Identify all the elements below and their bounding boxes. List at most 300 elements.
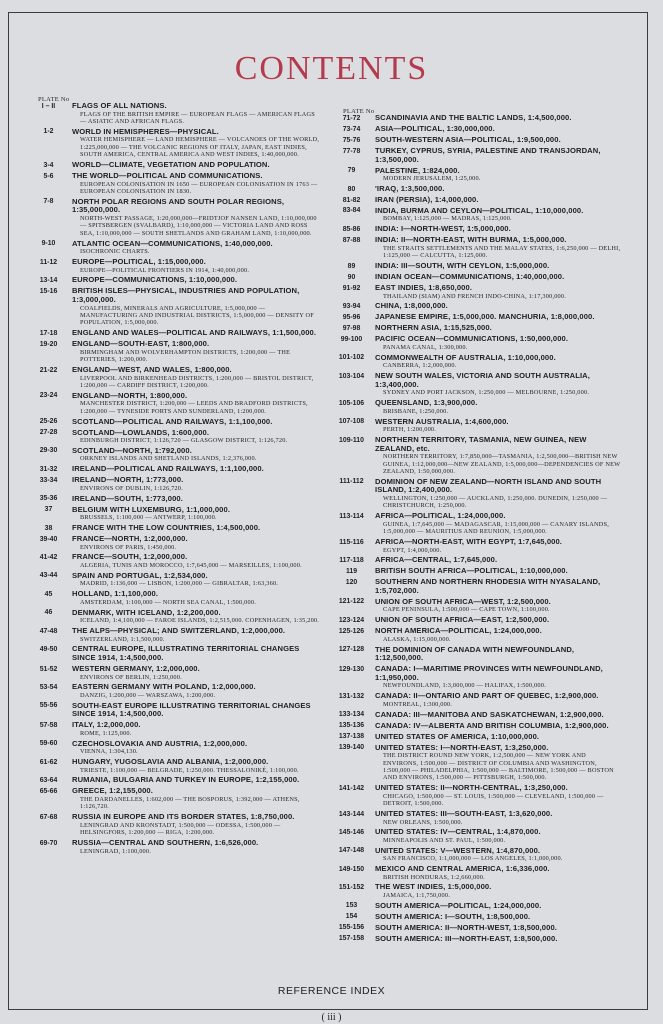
plate-number: 131-132 [338,692,365,700]
map-title: INDIA: III—SOUTH, WITH CEYLON, 1:5,000,000. [375,261,550,271]
contents-entry [333,924,621,933]
map-title: ITALY, 1:2,000,000. [72,720,141,730]
map-title: HUNGARY, YUGOSLAVIA AND ALBANIA, 1:2,000,000. [72,757,269,767]
map-title: SOUTH AMERICA: I—SOUTH, 1:8,500,000. [375,911,531,921]
contents-entry [30,645,320,662]
contents-entry [333,665,621,690]
plate-number: 77-78 [342,147,361,155]
contents-entry [30,572,320,588]
map-title: WESTERN GERMANY, 1:2,000,000. [72,663,200,673]
map-title: EUROPE—COMMUNICATIONS, 1:10,000,000. [72,275,238,285]
plate-number: 41-42 [39,554,58,561]
contents-entry [333,810,621,826]
map-title: UNITED STATES: I—NORTH-EAST, 1:3,250,000. [375,742,549,752]
map-title: SPAIN AND PORTUGAL, 1:2,534,000. [72,570,208,580]
map-title: NORTH POLAR REGIONS AND SOUTH POLAR REGIONS, 1:35,000,000. [72,196,285,215]
inset-maps-list: THE STRAITS SETTLEMENTS AND THE MALAY STATES, 1:6,250,000 — DELHI, 1:125,000 — CALCUTTA, 1:125,000. [383,244,621,260]
map-title: THE WORLD—POLITICAL AND COMMUNICATIONS. [72,170,263,180]
inset-maps-list: GUINEA, 1:7,645,000 — MADAGASCAR, 1:15,000,000 — CANARY ISLANDS, 1:5,000,000 — MAURITIUS AND REUNION, 1:5,000,000. [383,520,609,536]
map-title: EUROPE—POLITICAL, 1:15,000,000. [72,256,206,266]
map-title: 'IRAQ, 1:3,500,000. [375,183,445,193]
map-title: THE WEST INDIES, 1:5,000,000. [375,882,492,892]
contents-entry [333,883,621,899]
map-title: SOUTH AMERICA—POLITICAL, 1:24,000,000. [375,900,542,910]
map-title: INDIA: I—NORTH-WEST, 1:5,000,000. [375,224,511,234]
plate-number: 157-158 [338,935,365,943]
plate-number-label-left: PLATE No [38,96,70,103]
contents-entry [333,136,621,145]
contents-entry [333,913,621,922]
map-title: CZECHOSLOVAKIA AND AUSTRIA, 1:2,000,000. [72,738,248,748]
plate-number: 31-32 [39,465,58,473]
contents-entry [30,758,320,774]
contents-entry [333,744,621,782]
contents-entry [333,273,621,282]
inset-maps-list: MODERN JERUSALEM, 1:25,000. [383,175,481,183]
inset-maps-list: SYDNEY AND PORT JACKSON, 1:250,000 — MELBOURNE, 1:250,000. [383,389,590,397]
map-title: NORTHERN TERRITORY, TASMANIA, NEW GUINEA, NEW ZEALAND, etc. [375,434,587,453]
contents-entry [30,813,320,836]
map-title: TURKEY, CYPRUS, SYRIA, PALESTINE AND TRANSJORDAN, 1:3,500,000. [375,145,601,164]
contents-entry [30,418,320,427]
map-title: FRANCE WITH THE LOW COUNTRIES, 1:4,500,000. [72,523,261,533]
map-title: WESTERN AUSTRALIA, 1:4,600,000. [375,416,509,426]
inset-maps-list: ENVIRONS OF BERLIN, 1:250,000. [80,673,182,681]
inset-maps-list: ORKNEY ISLANDS AND SHETLAND ISLANDS, 1:2,376,000. [80,455,257,463]
inset-maps-list: VIENNA, 1:304,130. [80,748,138,756]
plate-number: 33-34 [39,476,58,484]
plate-number: 99-100 [340,335,363,343]
plate-number: 135-136 [338,722,365,730]
inset-maps-list: BRISBANE, 1:250,000. [383,407,449,415]
plate-number: 1-2 [43,128,54,136]
contents-entry [333,313,621,322]
contents-entry [333,196,621,205]
contents-entry [333,302,621,311]
map-title: UNION OF SOUTH AFRICA—WEST, 1:2,500,000. [375,596,551,606]
map-title: ENGLAND—NORTH, 1:800,000. [72,390,188,400]
map-title: THE ALPS—PHYSICAL; AND SWITZERLAND, 1:2,000,000. [72,625,286,635]
page-title: CONTENTS [234,50,429,87]
map-title: ENGLAND—SOUTH-EAST, 1:800,000. [72,339,210,349]
contents-entry [30,161,320,170]
inset-maps-list: MADRID, 1:136,000 — LISBON, 1:200,000 — GIBRALTAR, 1:63,360. [80,580,279,588]
plate-number: 13-14 [39,276,58,284]
inset-maps-list: NEW ORLEANS, 1:500,000. [383,818,463,826]
inset-maps-list: EDINBURGH DISTRICT, 1:126,720 — GLASGOW DISTRICT, 1:126,720. [80,437,288,445]
contents-entry [333,598,621,614]
plate-number: 23-24 [39,392,58,400]
inset-maps-list: THAILAND (SIAM) AND FRENCH INDO-CHINA, 1:17,300,000. [383,292,567,300]
plate-number: 49-50 [39,645,58,653]
map-title: IRELAND—SOUTH, 1:773,000. [72,493,183,503]
contents-entry [333,418,621,434]
plate-number: 129-130 [338,665,365,673]
plate-number: 21-22 [39,366,58,374]
plate-number: 139-140 [338,744,365,752]
contents-entry [333,225,621,234]
map-title: SCOTLAND—POLITICAL AND RAILWAYS, 1:1,100,000. [72,416,273,426]
plate-number: 19-20 [39,340,58,348]
map-title: PACIFIC OCEAN—COMMUNICATIONS, 1:50,000,000. [375,334,569,344]
contents-entry [30,495,320,504]
inset-maps-list: CANBERRA, 1:2,000,000. [383,362,457,370]
inset-maps-list: FLAGS OF THE BRITISH EMPIRE — EUROPEAN FLAGS — AMERICAN FLAGS — ASIATIC AND AFRICAN FLAGS. [80,110,315,125]
contents-entry [30,429,320,445]
contents-entry [30,683,320,699]
plate-number: 154 [345,913,358,921]
plate-number: 38 [44,524,53,532]
contents-entry [333,567,621,576]
plate-number: 63-64 [39,777,58,785]
inset-maps-list: EUROPE—POLITICAL FRONTIERS IN 1914, 1:40,000,000. [80,266,250,274]
plate-number: 17-18 [39,329,58,337]
contents-entry [333,207,621,223]
map-title: SCANDINAVIA AND THE BALTIC LANDS, 1:4,500,000. [375,113,572,122]
plate-number: 73-74 [342,125,361,133]
plate-number: 29-30 [39,447,58,455]
contents-entry [30,258,320,274]
contents-entry [333,733,621,742]
map-title: SOUTH-EAST EUROPE ILLUSTRATING TERRITORIAL CHANGES SINCE 1914, 1:4,500,000. [72,700,311,719]
plate-number: 25-26 [39,418,58,426]
plate-number: 47-48 [39,627,58,635]
contents-entry [333,354,621,370]
map-title: RUSSIA IN EUROPE AND ITS BORDER STATES, 1:8,750,000. [72,812,295,822]
inset-maps-list: SWITZERLAND, 1:1,500,000. [80,635,165,643]
contents-entry [30,476,320,492]
map-title: UNITED STATES: II—NORTH-CENTRAL, 1:3,250,000. [375,783,568,793]
map-title: ASIA—POLITICAL, 1:30,000,000. [375,123,495,133]
map-title: CANADA: III—MANITOBA AND SASKATCHEWAN, 1:2,900,000. [375,709,604,719]
contents-entry [30,465,320,474]
plate-number: 151-152 [338,884,365,892]
plate-number: 37 [44,506,53,514]
map-title: IRELAND—POLITICAL AND RAILWAYS, 1:1,100,000. [72,464,264,474]
contents-entry [333,865,621,881]
reference-index-heading: REFERENCE INDEX [277,985,386,997]
contents-entry [30,524,320,533]
map-title: DENMARK, WITH ICELAND, 1:2,200,000. [72,607,221,617]
map-title: AFRICA—CENTRAL, 1:7,645,000. [375,555,498,565]
map-title: NEW SOUTH WALES, VICTORIA AND SOUTH AUSTRALIA, 1:3,400,000. [375,371,590,389]
contents-entry [333,692,621,708]
plate-number: 69-70 [39,839,58,847]
inset-maps-list: CAPE PENINSULA, 1:500,000 — CAPE TOWN, 1:100,000. [383,606,550,614]
contents-entry [30,340,320,363]
inset-maps-list: ALGERIA, TUNIS AND MOROCCO, 1:7,645,000 — MARSEILLES, 1:100,000. [80,562,302,569]
map-title: MEXICO AND CENTRAL AMERICA, 1:6,336,000. [375,864,550,874]
map-title: AFRICA—POLITICAL, 1:24,000,000. [375,511,506,521]
plate-number: 149-150 [338,865,365,873]
inset-maps-list: THE DISTRICT ROUND NEW YORK, 1:2,500,000 — NEW YORK AND ENVIRONS, 1:500,000 — DISTRICT OF COLUMBIA AND WASHINGTON, 1:500,000 — PHILADELPHIA, 1:500,000 — BALTIMORE, 1:500,000 — BOSTON AND ENVIRONS, 1:500,000 — PITTSBURGH, 1:500,000. [383,752,614,782]
plate-number: 27-28 [39,429,58,437]
inset-maps-list: BIRMINGHAM AND WOLVERHAMPTON DISTRICTS, 1:200,000 — THE POTTERIES, 1:200,000. [80,348,291,364]
plate-number: 119 [345,567,358,575]
plate-number: 55-56 [39,702,58,710]
map-title: JAPANESE EMPIRE, 1:5,000,000. MANCHURIA, 1:8,000,000. [375,312,595,322]
map-title: AFRICA—NORTH-EAST, WITH EGYPT, 1:7,645,000. [375,536,563,546]
contents-entry [333,324,621,333]
plate-number: 121-122 [338,598,365,606]
contents-entry [30,102,320,125]
map-title: SOUTHERN AND NORTHERN RHODESIA WITH NYASALAND, 1:5,702,000. [375,577,601,595]
map-title: BELGIUM WITH LUXEMBURG, 1:1,000,000. [72,504,231,514]
contents-entry [333,478,621,510]
map-title: RUMANIA, BULGARIA AND TURKEY IN EUROPE, 1:2,155,000. [72,775,300,785]
plate-number: 91-92 [342,284,361,292]
contents-entry [333,646,621,663]
contents-entry [333,512,621,535]
plate-number: 109-110 [339,436,364,444]
plate-number: 115-116 [339,538,364,546]
contents-entry [333,147,621,164]
map-title: BRITISH ISLES—PHYSICAL, INDUSTRIES AND POPULATION, 1:3,000,000. [72,286,300,304]
page-number: ( iii ) [321,1012,342,1023]
contents-left-column [30,102,320,857]
contents-entry [333,578,621,595]
contents-entry [333,627,621,643]
plate-number: 67-68 [39,813,58,821]
contents-entry [30,128,320,159]
inset-maps-list: PANAMA CANAL, 1:300,000. [383,343,468,351]
inset-maps-list: EUROPEAN COLONISATION IN 1650 — EUROPEAN COLONISATION IN 1763 — EUROPEAN COLONISATION IN 1830. [80,180,318,195]
plate-number: 35-36 [39,495,58,503]
plate-number: 143-144 [338,810,365,818]
contents-entry [333,372,621,397]
inset-maps-list: WATER HEMISPHERE — LAND HEMISPHERE — VOLCANOES OF THE WORLD, 1:225,000,000 — THE VOLCANIC REGIONS OF ITALY, JAPAN, EAST INDIES, SOUTH AMERICA, CENTRAL AMERICA AND WEST INDIES, 1:40,000,000. [80,136,320,159]
contents-entry [333,556,621,565]
contents-entry [30,276,320,285]
contents-entry [30,287,320,326]
map-title: SCOTLAND—LOWLANDS, 1:600,000. [72,427,210,437]
inset-maps-list: EGYPT, 1:4,000,000. [383,546,442,554]
map-title: INDIAN OCEAN—COMMUNICATIONS, 1:40,000,000. [375,272,565,282]
map-title: ATLANTIC OCEAN—COMMUNICATIONS, 1:40,000,000. [72,238,273,248]
inset-maps-list: PERTH, 1:200,000. [383,426,437,434]
map-title: UNITED STATES: III—SOUTH-EAST, 1:3,620,000. [375,808,553,818]
plate-number: 87-88 [342,236,361,244]
plate-number: 123-124 [338,616,365,624]
inset-maps-list: ICELAND, 1:4,100,000 — FAROE ISLANDS, 1:2,515,000. COPENHAGEN, 1:35,200. [80,617,320,625]
plate-number: 107-108 [338,418,365,426]
contents-entry [333,616,621,625]
map-title: RUSSIA—CENTRAL AND SOUTHERN, 1:6,526,000. [72,838,259,848]
map-title: FLAGS OF ALL NATIONS. [72,101,167,110]
plate-number: 90 [347,273,356,281]
map-title: SCOTLAND—NORTH, 1:792,000. [72,445,192,455]
contents-entry [333,167,621,183]
contents-entry [30,329,320,338]
contents-right-column [333,114,621,946]
plate-number: 127-128 [338,646,365,654]
map-title: UNITED STATES OF AMERICA, 1:10,000,000. [375,731,540,741]
inset-maps-list: ALASKA, 1:15,000,000. [383,635,451,643]
plate-number: 59-60 [39,740,58,748]
contents-entry [30,665,320,681]
contents-entry [333,722,621,731]
plate-number: 97-98 [342,324,361,332]
map-title: QUEENSLAND, 1:3,900,000. [375,398,478,408]
contents-entry [333,711,621,720]
contents-entry [30,609,320,625]
contents-entry [30,198,320,237]
plate-number: 133-134 [338,711,365,719]
plate-number: 65-66 [39,788,58,796]
plate-number: 71-72 [342,114,361,122]
map-title: FRANCE—NORTH, 1:2,000,000. [72,534,188,544]
map-title: UNITED STATES: V—WESTERN, 1:4,870,000. [375,845,541,855]
contents-entry [30,702,320,719]
plate-number: 75-76 [342,136,361,144]
map-title: EASTERN GERMANY WITH POLAND, 1:2,000,000. [72,682,256,692]
plate-number: 9-10 [41,240,56,248]
plate-number: 79 [347,167,356,175]
map-title: THE DOMINION OF CANADA WITH NEWFOUNDLAND, 1:12,500,000. [375,644,575,663]
plate-number: 83-84 [342,207,361,215]
inset-maps-list: WELLINGTON, 1:250,000 — AUCKLAND, 1:250,000. DUNEDIN, 1:250,000 — CHRISTCHURCH, 1:250,000. [383,494,608,510]
contents-entry [333,902,621,911]
inset-maps-list: BRITISH HONDURAS, 1:2,660,000. [383,873,485,881]
inset-maps-list: ENVIRONS OF DUBLIN, 1:126,720. [80,484,183,492]
inset-maps-list: NORTHERN TERRITORY, 1:7,850,000—TASMANIA, 1:2,500,000—BRITISH NEW GUINEA, 1:12,000,000—NEW ZEALAND, 1:5,000,000—DEPENDENCIES OF NEW ZEALAND, 1:50,000,000. [383,453,621,475]
contents-entry [30,787,320,810]
map-title: INDIA: II—NORTH-EAST, WITH BURMA, 1:5,000,000. [375,235,567,245]
inset-maps-list: LIVERPOOL AND BIRKENHEAD DISTRICTS, 1:200,000 — BRISTOL DISTRICT, 1:200,000 — CARDIFF DISTRICT, 1:200,000. [80,374,314,389]
map-title: EAST INDIES, 1:8,650,000. [375,283,473,293]
inset-maps-list: JAMAICA, 1:1,750,000. [383,892,450,900]
contents-entry [333,284,621,300]
map-title: WORLD IN HEMISPHERES—PHYSICAL. [72,126,219,136]
inset-maps-list: MANCHESTER DISTRICT, 1:200,000 — LEEDS AND BRADFORD DISTRICTS, 1:200,000 — TYNESIDE PORTS AND SUNDERLAND, 1:200,000. [80,400,308,415]
map-title: SOUTH AMERICA: III—NORTH-EAST, 1:8,500,000. [375,933,558,943]
plate-number: 137-138 [338,733,365,741]
plate-number: 125-126 [338,627,365,635]
plate-number: 113-114 [339,512,364,520]
plate-number: 81-82 [342,196,361,204]
map-title: COMMONWEALTH OF AUSTRALIA, 1:10,000,000. [375,352,556,362]
inset-maps-list: MONTREAL, 1:300,000. [383,700,453,708]
map-title: FRANCE—SOUTH, 1:2,000,000. [72,552,188,562]
contents-entry [333,784,621,807]
inset-maps-list: BOMBAY, 1:125,000 — MADRAS, 1:125,000. [383,215,512,223]
plate-number: 105-106 [338,399,365,407]
inset-maps-list: LENINGRAD AND KRONSTADT, 1:500,000 — ODESSA, 1:500,000 — HELSINGFORS, 1:200,000 — RIGA, 1:200,000. [80,821,281,837]
contents-entry [333,262,621,271]
map-title: IRAN (PERSIA), 1:4,000,000. [375,194,479,204]
plate-number: 145-146 [338,828,365,836]
plate-number: I – II [41,102,56,110]
plate-number: 85-86 [342,225,361,233]
map-title: IRELAND—NORTH, 1:773,000. [72,475,184,485]
plate-number: 51-52 [39,665,58,673]
map-title: ENGLAND AND WALES—POLITICAL AND RAILWAYS, 1:1,500,000. [72,328,317,338]
plate-number: 11-12 [39,258,58,266]
map-title: INDIA, BURMA AND CEYLON—POLITICAL, 1:10,000,000. [375,205,584,215]
plate-number: 117-118 [339,556,364,564]
map-title: NORTHERN ASIA, 1:15,525,000. [375,323,492,333]
map-title: CHINA, 1:8,000,000. [375,301,448,311]
plate-number: 7-8 [43,198,54,206]
plate-number: 120 [345,578,358,586]
map-title: BRITISH SOUTH AFRICA—POLITICAL, 1:10,000,000. [375,566,568,576]
inset-maps-list: MINNEAPOLIS AND ST. PAUL, 1:500,000. [383,836,506,844]
plate-number: 89 [347,262,356,270]
contents-entry [30,553,320,569]
contents-entry [333,399,621,415]
contents-entry [333,185,621,194]
map-title: SOUTH-WESTERN ASIA—POLITICAL, 1:9,500,000. [375,134,561,144]
contents-entry [333,125,621,134]
map-title: HOLLAND, 1:1,100,000. [72,589,159,599]
contents-entry [30,839,320,855]
plate-number: 111-112 [339,478,364,486]
contents-entry [30,366,320,389]
inset-maps-list: AMSTERDAM, 1:100,000 — NORTH SEA CANAL, 1:500,000. [80,598,256,606]
map-title: CANADA: IV—ALBERTA AND BRITISH COLUMBIA, 1:2,900,000. [375,720,609,730]
contents-entry [333,114,621,123]
inset-maps-list: LENINGRAD, 1:100,000. [80,847,152,855]
plate-number: 46 [44,609,53,617]
plate-number: 155-156 [338,924,365,932]
plate-number: 80 [347,185,356,193]
map-title: NORTH AMERICA—POLITICAL, 1:24,000,000. [375,626,542,636]
map-title: ENGLAND—WEST, AND WALES, 1:800,000. [72,364,232,374]
map-title: GREECE, 1:2,155,000. [72,786,153,796]
plate-number: 61-62 [39,758,58,766]
inset-maps-list: CHICAGO, 1:500,000 — ST. LOUIS, 1:500,000 — CLEVELAND, 1:500,000 — DETROIT, 1:500,000. [383,792,604,808]
inset-maps-list: THE DARDANELLES, 1:602,000 — THE BOSPORUS, 1:392,000 — ATHENS, 1:126,720. [80,796,300,811]
plate-number: 147-148 [338,847,365,855]
map-title: CANADA: II—ONTARIO AND PART OF QUEBEC, 1:2,900,000. [375,691,599,701]
inset-maps-list: ENVIRONS OF PARIS, 1:450,000. [80,543,177,551]
plate-number-label-right: PLATE No [343,108,375,115]
plate-number: 141-142 [338,784,365,792]
inset-maps-list: NEWFOUNDLAND, 1:3,000,000 — HALIFAX, 1:500,000. [383,682,546,690]
contents-entry [30,447,320,463]
plate-number: 15-16 [39,287,58,295]
inset-maps-list: COALFIELDS, MINERALS AND AGRICULTURE, 1:5,000,000 — MANUFACTURING AND INDUSTRIAL DISTRICTS, 1:5,000,000 — DENSITY OF POPULATION, 1:5,000,000. [80,304,315,327]
contents-entry [30,240,320,256]
plate-number: 43-44 [39,572,58,580]
contents-entry [333,847,621,863]
plate-number: 53-54 [39,683,58,691]
contents-entry [333,236,621,259]
contents-entry [30,506,320,522]
map-title: WORLD—CLIMATE, VEGETATION AND POPULATION. [72,160,270,169]
contents-entry [30,392,320,415]
contents-entry [333,828,621,844]
plate-number: 39-40 [39,535,58,543]
map-title: CENTRAL EUROPE, ILLUSTRATING TERRITORIAL CHANGES SINCE 1914, 1:4,500,000. [72,644,300,662]
contents-entry [333,436,621,475]
contents-entry [30,535,320,551]
plate-number: 93-94 [342,303,361,311]
contents-entry [30,776,320,785]
plate-number: 95-96 [342,314,361,321]
map-title: CANADA: I—MARITIME PROVINCES WITH NEWFOUNDLAND, 1:1,950,000. [375,664,603,682]
plate-number: 3-4 [43,161,54,169]
plate-number: 5-6 [43,172,54,180]
inset-maps-list: NORTH-WEST PASSAGE, 1:20,000,000—FRIDTJOF NANSEN LAND, 1:10,000,000 — SPITSBERGEN (SVALBARD), 1:10,000,000 — VICTORIA LAND AND ROSS SEA, 1:10,000,000 — SOUTH SHETLANDS AND GRAHAM LAND, 1:10,000,000. [80,214,317,237]
contents-entry [333,335,621,351]
map-title: UNION OF SOUTH AFRICA—EAST, 1:2,500,000. [375,615,550,625]
plate-number: 153 [345,902,358,910]
inset-maps-list: ROME, 1:125,000. [80,729,132,737]
map-title: DOMINION OF NEW ZEALAND—NORTH ISLAND AND SOUTH ISLAND, 1:2,400,000. [375,476,602,495]
plate-number: 45 [44,590,53,598]
contents-entry [30,721,320,737]
